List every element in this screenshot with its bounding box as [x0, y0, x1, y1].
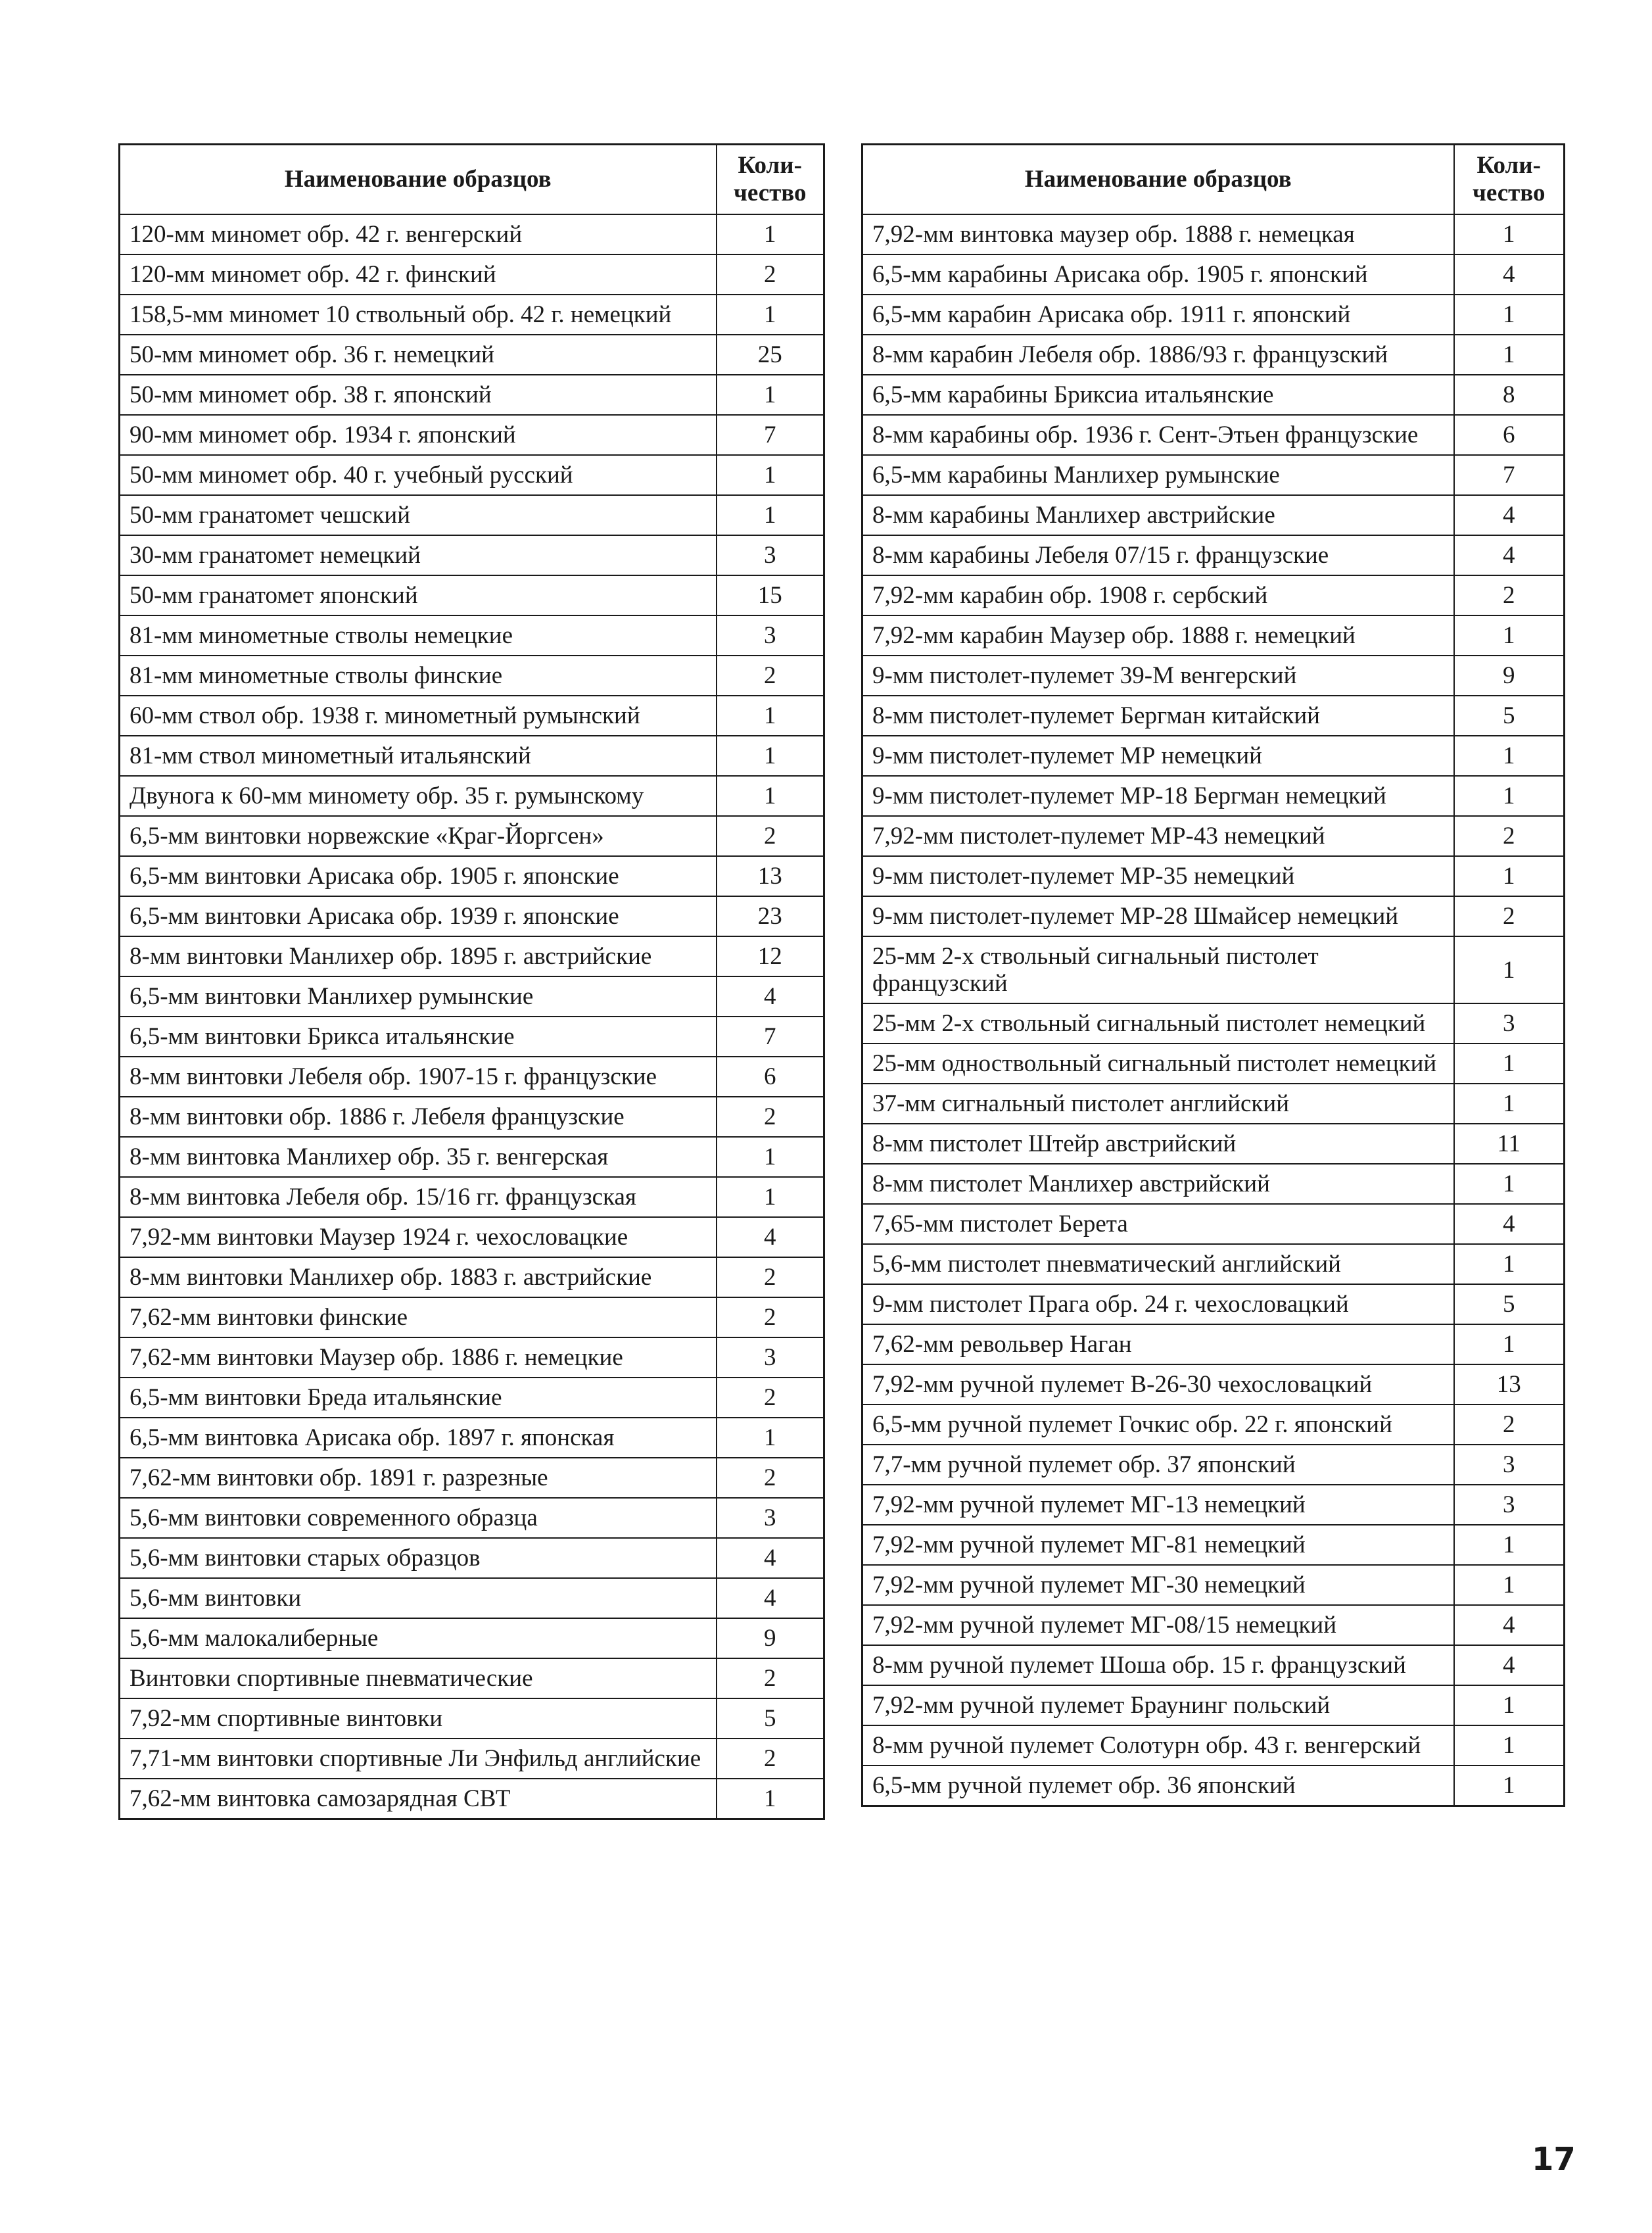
table-row: [120, 1618, 824, 1658]
item-qty-cell: 1: [1454, 1044, 1565, 1084]
item-name-cell: 158,5-мм миномет 10 ствольный обр. 42 г. немецкий: [120, 295, 717, 335]
item-name-cell: 8-мм винтовки Лебеля обр. 1907-15 г. французские: [120, 1057, 717, 1097]
table-row: [120, 776, 824, 816]
table-row: [120, 535, 824, 575]
table-row: [862, 455, 1565, 495]
item-name-cell: 8-мм пистолет Штейр австрийский: [862, 1124, 1454, 1164]
item-name-cell: 90-мм миномет обр. 1934 г. японский: [120, 415, 717, 455]
item-name-cell: 6,5-мм винтовки Арисака обр. 1905 г. японские: [120, 856, 717, 896]
item-name-cell: 81-мм минометные стволы немецкие: [120, 615, 717, 656]
item-name-cell: Винтовки спортивные пневматические: [120, 1658, 717, 1698]
item-name-cell: 8-мм винтовки обр. 1886 г. Лебеля французские: [120, 1097, 717, 1137]
item-qty-cell: 6: [1454, 415, 1565, 455]
item-name-cell: 9-мм пистолет-пулемет МР-28 Шмайсер немецкий: [862, 896, 1454, 936]
table-row: [862, 1124, 1565, 1164]
item-qty-cell: 4: [717, 1538, 824, 1578]
item-name-cell: 7,92-мм карабин Маузер обр. 1888 г. немецкий: [862, 615, 1454, 656]
item-name-cell: 6,5-мм карабины Манлихер румынские: [862, 455, 1454, 495]
item-qty-cell: 2: [717, 1658, 824, 1698]
item-qty-cell: 4: [1454, 1204, 1565, 1244]
item-name-cell: 7,92-мм ручной пулемет МГ-08/15 немецкий: [862, 1605, 1454, 1645]
table-row: [862, 1765, 1565, 1806]
item-name-cell: 7,92-мм пистолет-пулемет МР-43 немецкий: [862, 816, 1454, 856]
item-name-cell: 6,5-мм ручной пулемет обр. 36 японский: [862, 1765, 1454, 1806]
table-row: [120, 1097, 824, 1137]
table-row: [120, 1378, 824, 1418]
table-row: [120, 455, 824, 495]
item-name-cell: 81-мм ствол минометный итальянский: [120, 736, 717, 776]
table-row: [120, 656, 824, 696]
table-row: [120, 816, 824, 856]
table-row: [862, 415, 1565, 455]
item-qty-cell: 4: [717, 976, 824, 1017]
item-qty-cell: 2: [717, 254, 824, 295]
table-row: [862, 1725, 1565, 1765]
item-qty-cell: 2: [717, 1257, 824, 1297]
table-row: [120, 1739, 824, 1779]
table-row: [120, 214, 824, 254]
item-name-cell: 81-мм минометные стволы финские: [120, 656, 717, 696]
item-name-cell: 9-мм пистолет Прага обр. 24 г. чехословацкий: [862, 1284, 1454, 1324]
item-qty-cell: 13: [717, 856, 824, 896]
item-qty-cell: 2: [717, 1739, 824, 1779]
table-row: [120, 936, 824, 976]
item-name-cell: 37-мм сигнальный пистолет английский: [862, 1084, 1454, 1124]
item-name-cell: 6,5-мм винтовки Арисака обр. 1939 г. японские: [120, 896, 717, 936]
item-qty-cell: 4: [1454, 535, 1565, 575]
item-qty-cell: 25: [717, 335, 824, 375]
item-qty-cell: 3: [1454, 1003, 1565, 1044]
item-qty-cell: 1: [1454, 856, 1565, 896]
table-row: [862, 1685, 1565, 1725]
table-row: [862, 1324, 1565, 1364]
item-qty-cell: 13: [1454, 1364, 1565, 1405]
item-qty-cell: 4: [1454, 1605, 1565, 1645]
item-qty-cell: 3: [717, 1498, 824, 1538]
item-name-cell: 60-мм ствол обр. 1938 г. минометный румынский: [120, 696, 717, 736]
table-body: [120, 214, 824, 1819]
item-qty-cell: 5: [1454, 1284, 1565, 1324]
item-name-cell: 6,5-мм карабины Арисака обр. 1905 г. японский: [862, 254, 1454, 295]
column-header-name: Наименование образцов: [120, 145, 717, 215]
table-row: [120, 1297, 824, 1337]
column-header-qty: Коли- чество: [1454, 145, 1565, 215]
table-row: [862, 1244, 1565, 1284]
item-name-cell: 7,62-мм винтовки Маузер обр. 1886 г. немецкие: [120, 1337, 717, 1378]
item-qty-cell: 1: [1454, 1565, 1565, 1605]
table-row: [120, 1779, 824, 1819]
item-qty-cell: 11: [1454, 1124, 1565, 1164]
item-name-cell: 9-мм пистолет-пулемет 39-М венгерский: [862, 656, 1454, 696]
table-row: [120, 1177, 824, 1217]
item-qty-cell: 9: [717, 1618, 824, 1658]
item-name-cell: 5,6-мм винтовки современного образца: [120, 1498, 717, 1538]
table-row: [862, 936, 1565, 1003]
table-row: [862, 254, 1565, 295]
item-qty-cell: 1: [717, 1137, 824, 1177]
item-name-cell: 8-мм пистолет Манлихер австрийский: [862, 1164, 1454, 1204]
item-qty-cell: 1: [1454, 1525, 1565, 1565]
item-qty-cell: 4: [717, 1578, 824, 1618]
item-qty-cell: 2: [1454, 575, 1565, 615]
table-row: [120, 696, 824, 736]
item-qty-cell: 2: [717, 1097, 824, 1137]
item-qty-cell: 1: [1454, 1084, 1565, 1124]
item-name-cell: 9-мм пистолет-пулемет МР немецкий: [862, 736, 1454, 776]
item-name-cell: 7,62-мм револьвер Наган: [862, 1324, 1454, 1364]
item-name-cell: 7,92-мм спортивные винтовки: [120, 1698, 717, 1739]
table-row: [862, 335, 1565, 375]
item-name-cell: 7,65-мм пистолет Берета: [862, 1204, 1454, 1244]
item-name-cell: 50-мм гранатомет японский: [120, 575, 717, 615]
item-qty-cell: 1: [1454, 1164, 1565, 1204]
item-qty-cell: 1: [1454, 1244, 1565, 1284]
item-name-cell: 7,92-мм винтовки Маузер 1924 г. чехословацкие: [120, 1217, 717, 1257]
table-row: [120, 1017, 824, 1057]
item-qty-cell: 1: [1454, 936, 1565, 1003]
item-name-cell: 7,92-мм карабин обр. 1908 г. сербский: [862, 575, 1454, 615]
item-name-cell: 6,5-мм ручной пулемет Гочкис обр. 22 г. японский: [862, 1405, 1454, 1445]
table-row: [120, 896, 824, 936]
table-header-row: [862, 145, 1565, 215]
inventory-table-right: [861, 143, 1565, 1807]
item-name-cell: 8-мм пистолет-пулемет Бергман китайский: [862, 696, 1454, 736]
table-row: [862, 375, 1565, 415]
table-row: [862, 896, 1565, 936]
item-qty-cell: 2: [717, 656, 824, 696]
item-name-cell: 6,5-мм винтовка Арисака обр. 1897 г. японская: [120, 1418, 717, 1458]
column-header-name: Наименование образцов: [862, 145, 1454, 215]
inventory-table-left: [118, 143, 825, 1820]
item-qty-cell: 4: [1454, 1645, 1565, 1685]
item-name-cell: 8-мм винтовки Манлихер обр. 1883 г. австрийские: [120, 1257, 717, 1297]
item-name-cell: 50-мм миномет обр. 40 г. учебный русский: [120, 455, 717, 495]
table-row: [120, 1698, 824, 1739]
item-name-cell: 7,62-мм винтовка самозарядная СВТ: [120, 1779, 717, 1819]
item-name-cell: 50-мм миномет обр. 36 г. немецкий: [120, 335, 717, 375]
item-qty-cell: 1: [717, 375, 824, 415]
table-row: [862, 575, 1565, 615]
item-qty-cell: 8: [1454, 375, 1565, 415]
item-name-cell: 7,92-мм винтовка маузер обр. 1888 г. немецкая: [862, 214, 1454, 254]
item-name-cell: 7,62-мм винтовки финские: [120, 1297, 717, 1337]
item-qty-cell: 2: [717, 1378, 824, 1418]
table-row: [120, 1498, 824, 1538]
item-qty-cell: 6: [717, 1057, 824, 1097]
table-row: [120, 1217, 824, 1257]
item-name-cell: 8-мм карабины Манлихер австрийские: [862, 495, 1454, 535]
table-row: [120, 335, 824, 375]
table-row: [862, 1525, 1565, 1565]
table-row: [862, 1405, 1565, 1445]
item-qty-cell: 1: [1454, 335, 1565, 375]
item-qty-cell: 1: [717, 214, 824, 254]
table-row: [862, 1445, 1565, 1485]
item-name-cell: 120-мм миномет обр. 42 г. финский: [120, 254, 717, 295]
item-name-cell: 7,71-мм винтовки спортивные Ли Энфильд английские: [120, 1739, 717, 1779]
item-qty-cell: 15: [717, 575, 824, 615]
item-name-cell: 7,7-мм ручной пулемет обр. 37 японский: [862, 1445, 1454, 1485]
item-qty-cell: 2: [1454, 1405, 1565, 1445]
table-row: [120, 976, 824, 1017]
item-name-cell: Двунога к 60-мм миномету обр. 35 г. румынскому: [120, 776, 717, 816]
table-row: [120, 1458, 824, 1498]
table-row: [120, 254, 824, 295]
item-qty-cell: 1: [717, 455, 824, 495]
table-row: [862, 1485, 1565, 1525]
table-row: [862, 776, 1565, 816]
item-name-cell: 7,92-мм ручной пулемет МГ-30 немецкий: [862, 1565, 1454, 1605]
table-row: [120, 856, 824, 896]
item-name-cell: 9-мм пистолет-пулемет МР-35 немецкий: [862, 856, 1454, 896]
table-row: [862, 696, 1565, 736]
table-body: [862, 214, 1565, 1806]
item-qty-cell: 7: [1454, 455, 1565, 495]
item-qty-cell: 2: [717, 816, 824, 856]
item-name-cell: 5,6-мм винтовки: [120, 1578, 717, 1618]
item-name-cell: 8-мм винтовка Лебеля обр. 15/16 гг. французская: [120, 1177, 717, 1217]
table-row: [120, 575, 824, 615]
item-qty-cell: 5: [1454, 696, 1565, 736]
item-name-cell: 25-мм одноствольный сигнальный пистолет немецкий: [862, 1044, 1454, 1084]
item-qty-cell: 2: [1454, 816, 1565, 856]
item-name-cell: 25-мм 2-х ствольный сигнальный пистолет французский: [862, 936, 1454, 1003]
item-qty-cell: 2: [717, 1297, 824, 1337]
item-qty-cell: 1: [717, 1418, 824, 1458]
table-row: [120, 375, 824, 415]
table-row: [120, 495, 824, 535]
table-row: [862, 615, 1565, 656]
item-name-cell: 7,92-мм ручной пулемет МГ-81 немецкий: [862, 1525, 1454, 1565]
item-name-cell: 8-мм винтовки Манлихер обр. 1895 г. австрийские: [120, 936, 717, 976]
table-row: [120, 1137, 824, 1177]
item-name-cell: 6,5-мм винтовки норвежские «Краг-Йоргсен»: [120, 816, 717, 856]
item-name-cell: 6,5-мм карабины Бриксиа итальянские: [862, 375, 1454, 415]
item-qty-cell: 1: [717, 776, 824, 816]
item-qty-cell: 5: [717, 1698, 824, 1739]
page-number: 17: [1532, 2141, 1576, 2178]
item-name-cell: 5,6-мм винтовки старых образцов: [120, 1538, 717, 1578]
table-row: [120, 1658, 824, 1698]
item-name-cell: 120-мм миномет обр. 42 г. венгерский: [120, 214, 717, 254]
item-qty-cell: 2: [1454, 896, 1565, 936]
item-qty-cell: 1: [1454, 776, 1565, 816]
table-row: [120, 1578, 824, 1618]
item-name-cell: 7,62-мм винтовки обр. 1891 г. разрезные: [120, 1458, 717, 1498]
item-qty-cell: 4: [717, 1217, 824, 1257]
table-row: [862, 1364, 1565, 1405]
table-row: [862, 535, 1565, 575]
item-name-cell: 8-мм ручной пулемет Солотурн обр. 43 г. венгерский: [862, 1725, 1454, 1765]
item-qty-cell: 1: [717, 1177, 824, 1217]
table-row: [120, 1418, 824, 1458]
table-row: [120, 615, 824, 656]
item-qty-cell: 4: [1454, 495, 1565, 535]
table-row: [120, 1257, 824, 1297]
table-row: [862, 1605, 1565, 1645]
item-name-cell: 6,5-мм карабин Арисака обр. 1911 г. японский: [862, 295, 1454, 335]
item-qty-cell: 1: [717, 736, 824, 776]
item-qty-cell: 1: [717, 495, 824, 535]
table-row: [120, 295, 824, 335]
table-row: [862, 495, 1565, 535]
item-name-cell: 8-мм карабины Лебеля 07/15 г. французские: [862, 535, 1454, 575]
item-name-cell: 8-мм винтовка Манлихер обр. 35 г. венгерская: [120, 1137, 717, 1177]
table-row: [862, 856, 1565, 896]
table-row: [862, 1284, 1565, 1324]
table-row: [120, 1057, 824, 1097]
item-qty-cell: 7: [717, 1017, 824, 1057]
table-row: [862, 1164, 1565, 1204]
item-qty-cell: 1: [1454, 1324, 1565, 1364]
item-qty-cell: 1: [717, 1779, 824, 1819]
table-row: [862, 656, 1565, 696]
item-qty-cell: 1: [717, 295, 824, 335]
table-row: [120, 736, 824, 776]
column-header-qty: Коли- чество: [717, 145, 824, 215]
item-qty-cell: 2: [717, 1458, 824, 1498]
item-name-cell: 5,6-мм малокалиберные: [120, 1618, 717, 1658]
item-qty-cell: 1: [1454, 1685, 1565, 1725]
item-name-cell: 50-мм гранатомет чешский: [120, 495, 717, 535]
table-row: [862, 736, 1565, 776]
table-row: [862, 1044, 1565, 1084]
item-qty-cell: 3: [717, 535, 824, 575]
table-header-row: [120, 145, 824, 215]
item-qty-cell: 1: [1454, 214, 1565, 254]
item-name-cell: 6,5-мм винтовки Брикса итальянские: [120, 1017, 717, 1057]
item-qty-cell: 3: [1454, 1445, 1565, 1485]
item-qty-cell: 1: [1454, 615, 1565, 656]
item-name-cell: 8-мм ручной пулемет Шоша обр. 15 г. французский: [862, 1645, 1454, 1685]
table-row: [120, 1538, 824, 1578]
table-row: [862, 214, 1565, 254]
item-qty-cell: 12: [717, 936, 824, 976]
table-row: [862, 1565, 1565, 1605]
item-qty-cell: 1: [1454, 1765, 1565, 1806]
item-name-cell: 7,92-мм ручной пулемет В-26-30 чехословацкий: [862, 1364, 1454, 1405]
table-row: [120, 1337, 824, 1378]
table-row: [862, 1645, 1565, 1685]
table-row: [862, 1204, 1565, 1244]
item-qty-cell: 23: [717, 896, 824, 936]
item-qty-cell: 1: [1454, 295, 1565, 335]
item-qty-cell: 1: [717, 696, 824, 736]
item-qty-cell: 3: [717, 615, 824, 656]
item-name-cell: 7,92-мм ручной пулемет МГ-13 немецкий: [862, 1485, 1454, 1525]
item-qty-cell: 1: [1454, 1725, 1565, 1765]
item-name-cell: 6,5-мм винтовки Бреда итальянские: [120, 1378, 717, 1418]
table-row: [862, 1003, 1565, 1044]
item-qty-cell: 9: [1454, 656, 1565, 696]
item-name-cell: 8-мм карабины обр. 1936 г. Сент-Этьен французские: [862, 415, 1454, 455]
table-row: [862, 295, 1565, 335]
item-name-cell: 9-мм пистолет-пулемет МР-18 Бергман немецкий: [862, 776, 1454, 816]
item-name-cell: 7,92-мм ручной пулемет Браунинг польский: [862, 1685, 1454, 1725]
table-row: [120, 415, 824, 455]
table-row: [862, 816, 1565, 856]
item-name-cell: 6,5-мм винтовки Манлихер румынские: [120, 976, 717, 1017]
item-name-cell: 30-мм гранатомет немецкий: [120, 535, 717, 575]
item-name-cell: 8-мм карабин Лебеля обр. 1886/93 г. французский: [862, 335, 1454, 375]
item-qty-cell: 4: [1454, 254, 1565, 295]
item-qty-cell: 1: [1454, 736, 1565, 776]
item-qty-cell: 3: [717, 1337, 824, 1378]
table-row: [862, 1084, 1565, 1124]
item-name-cell: 5,6-мм пистолет пневматический английский: [862, 1244, 1454, 1284]
item-qty-cell: 7: [717, 415, 824, 455]
item-name-cell: 25-мм 2-х ствольный сигнальный пистолет немецкий: [862, 1003, 1454, 1044]
item-qty-cell: 3: [1454, 1485, 1565, 1525]
item-name-cell: 50-мм миномет обр. 38 г. японский: [120, 375, 717, 415]
